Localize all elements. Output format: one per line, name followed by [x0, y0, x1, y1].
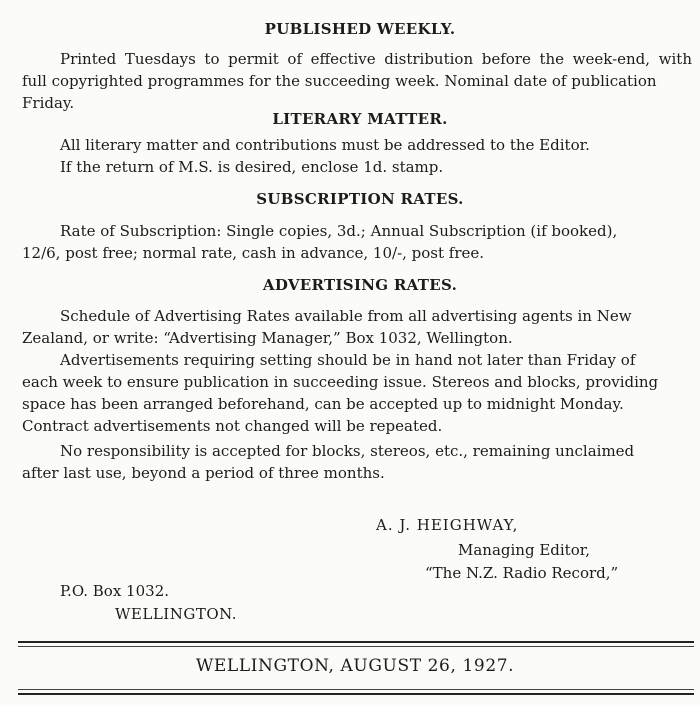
text-line: Rate of Subscription: Single copies, 3d.; Annual Subscription (if booked),	[60, 222, 618, 240]
text-line: All literary matter and contributions must be addressed to the Editor.	[60, 136, 590, 154]
top-rule-thin	[18, 646, 694, 647]
heading-advertising-rates: ADVERTISING RATES.	[262, 276, 458, 294]
literary-matter-paragraph	[22, 134, 692, 178]
text-line: Printed Tuesdays to permit of effective distribution before the week-end, with	[60, 50, 692, 68]
text-line: space has been arranged beforehand, can be accepted up to midnight Monday.	[22, 395, 624, 413]
subscription-rates-paragraph	[22, 220, 692, 264]
text-line: Friday.	[22, 94, 75, 112]
address-box: P.O. Box 1032.	[60, 582, 169, 600]
bottom-rule	[18, 693, 694, 695]
publication-name: “The N.Z. Radio Record,”	[425, 564, 619, 582]
text-line: If the return of M.S. is desired, enclose 1d. stamp.	[60, 158, 444, 176]
bottom-rule-thin	[18, 689, 694, 690]
text-line: Schedule of Advertising Rates available from all advertising agents in New	[60, 307, 632, 325]
top-rule	[18, 641, 694, 643]
address-city: WELLINGTON.	[115, 605, 238, 623]
text-line: Advertisements requiring setting should be in hand not later than Friday of	[60, 351, 636, 369]
advertising-schedule-paragraph	[22, 305, 692, 349]
text-line: each week to ensure publication in succeeding issue. Stereos and blocks, providing	[22, 373, 659, 391]
editor-title: Managing Editor,	[458, 541, 591, 559]
published-weekly-paragraph	[22, 48, 692, 114]
text-line: full copyrighted programmes for the succeeding week. Nominal date of publication	[22, 72, 657, 90]
text-line: 12/6, post free; normal rate, cash in advance, 10/-, post free.	[22, 244, 485, 262]
dateline: WELLINGTON, AUGUST 26, 1927.	[195, 656, 515, 676]
advertisement-setting-paragraph	[22, 349, 692, 437]
heading-subscription-rates: SUBSCRIPTION RATES.	[256, 190, 464, 208]
text-line: No responsibility is accepted for blocks, stereos, etc., remaining unclaimed	[60, 442, 635, 460]
heading-literary-matter: LITERARY MATTER.	[272, 110, 448, 128]
editor-name: A. J. HEIGHWAY,	[376, 516, 519, 534]
text-line: after last use, beyond a period of three months.	[22, 464, 385, 482]
responsibility-paragraph	[22, 440, 692, 484]
heading-published-weekly: PUBLISHED WEEKLY.	[264, 20, 456, 38]
text-line: Zealand, or write: “Advertising Manager,” Box 1032, Wellington.	[22, 329, 513, 347]
text-line: Contract advertisements not changed will be repeated.	[22, 417, 443, 435]
